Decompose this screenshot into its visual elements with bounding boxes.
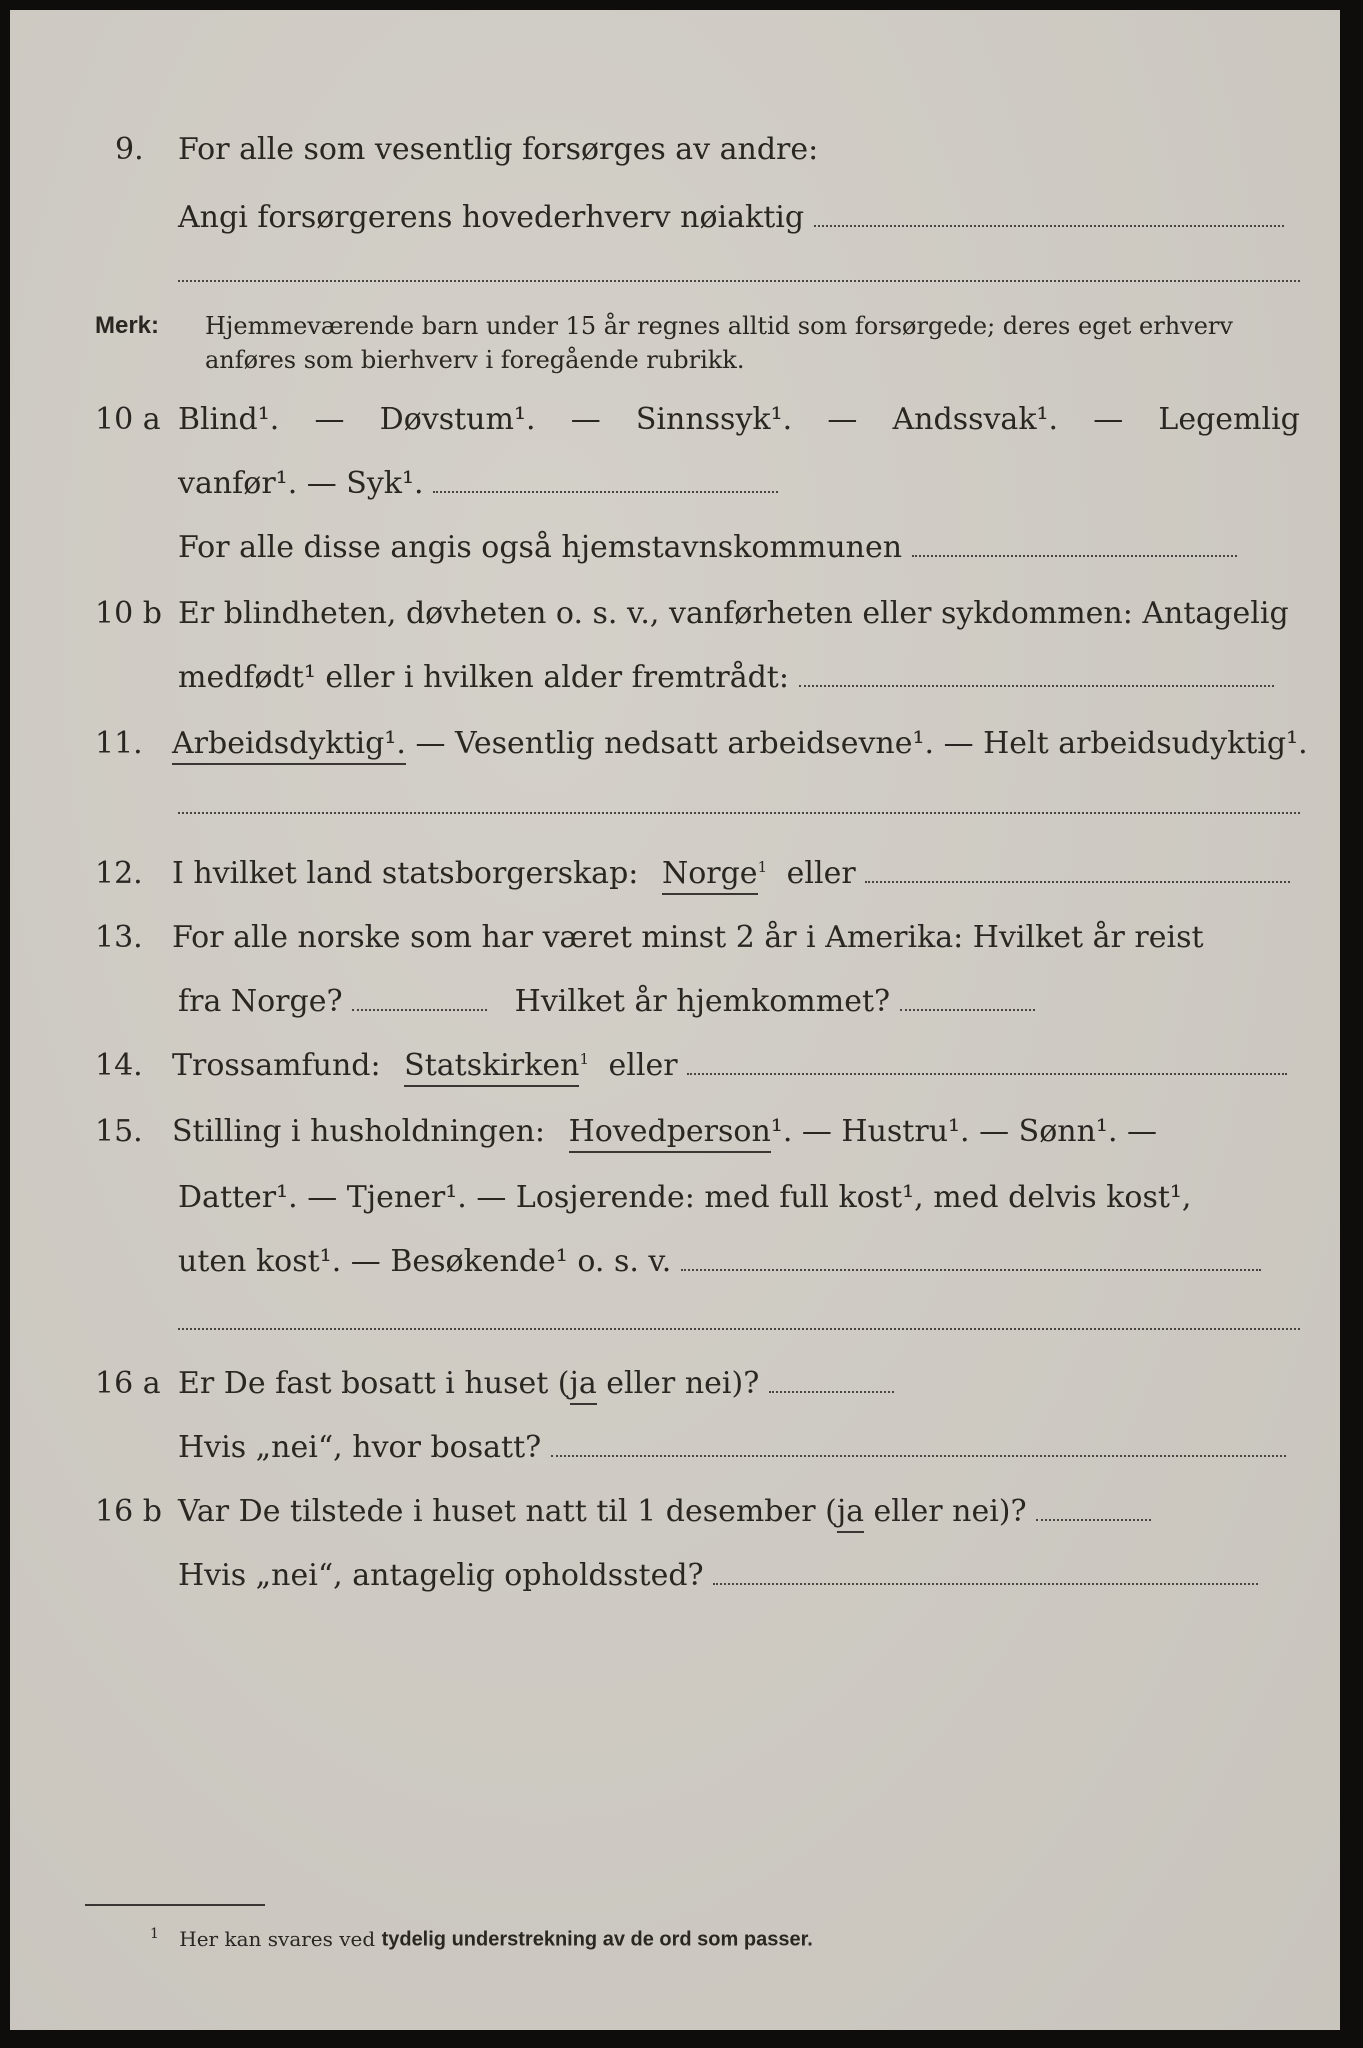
q9-line1-text: For alle som vesentlig forsørges av andre: [178, 132, 819, 167]
q13-number: 13. [95, 920, 143, 955]
q11-line [172, 726, 1308, 762]
q15-rest1: ¹. — Hustru¹. — Sønn¹. — [770, 1114, 1158, 1149]
q16a-text-a: Er De fast bosatt i huset ( [178, 1366, 570, 1401]
q11-answer-line[interactable] [178, 812, 1300, 814]
q10a-line3-text: For alle disse angis også hjemstavnskommunen [178, 530, 903, 565]
q16b-opholdssted-field[interactable] [713, 1573, 1258, 1585]
q12-number: 12. [95, 856, 143, 891]
q10a-line2-text: vanfør¹. — Syk¹. [178, 466, 424, 501]
q9-line2-text: Angi forsørgerens hovederhverv nøiaktig [178, 200, 805, 235]
q13-line2 [178, 984, 1035, 1020]
q16b-number: 16 b [95, 1494, 162, 1529]
option-sinnssyk: Sinnssyk¹. [635, 402, 793, 437]
q15-line3-text: uten kost¹. — Besøkende¹ o. s. v. [178, 1244, 672, 1279]
q16b-line1 [178, 1494, 1151, 1530]
q11-number: 11. [95, 726, 143, 761]
q15-choice-hovedperson[interactable]: Hovedperson [569, 1114, 771, 1153]
census-form-page [10, 10, 1340, 2030]
dash: — [827, 402, 858, 437]
q14-suffix: eller [608, 1048, 678, 1083]
q16a-choice-ja[interactable]: ja [570, 1366, 597, 1405]
q12-prefix: I hvilket land statsborgerskap: [172, 856, 639, 891]
q10b-answer-field[interactable] [799, 675, 1274, 687]
q13-hjemkommet-field[interactable] [900, 999, 1035, 1011]
q15-number: 15. [95, 1114, 143, 1149]
q14-prefix: Trossamfund: [172, 1048, 381, 1083]
option-andssvak: Andssvak¹. [892, 402, 1059, 437]
q13-hjemkommet-label: Hvilket år hjemkommet? [514, 984, 891, 1019]
q14-answer-field[interactable] [687, 1063, 1287, 1075]
q16a-bosatt-field[interactable] [551, 1445, 1286, 1457]
q16b-text-b: eller nei)? [864, 1494, 1027, 1529]
q10a-number: 10 a [95, 402, 161, 437]
q12-suffix: eller [786, 856, 856, 891]
q12-choice-norge[interactable]: Norge [662, 856, 758, 895]
q14-sup: 1 [579, 1050, 589, 1068]
q16b-answer-field[interactable] [1036, 1509, 1151, 1521]
q15-answer-line[interactable] [178, 1328, 1300, 1330]
footnote-bold-text: tydelig understrekning av de ord som passer. [381, 1928, 813, 1951]
merk-line1: Hjemmeværende barn under 15 år regnes alltid som forsørgede; deres eget erhverv [205, 312, 1233, 340]
q15-line3 [178, 1244, 1261, 1280]
q16a-text-b: eller nei)? [596, 1366, 760, 1401]
q16b-line2-text: Hvis „nei“, antagelig opholdssted? [178, 1558, 704, 1593]
q10a-hjemstavn-field[interactable] [912, 545, 1237, 557]
q10b-line1: Er blindheten, døvheten o. s. v., vanførheten eller sykdommen: Antagelig [178, 596, 1289, 631]
q14-choice-statskirken[interactable]: Statskirken [404, 1048, 579, 1087]
dash: — [314, 402, 345, 437]
q16b-line2 [178, 1558, 1258, 1594]
q9-line1 [178, 132, 878, 168]
q12-answer-field[interactable] [865, 871, 1290, 883]
footnote-rule [85, 1904, 265, 1906]
q16b-choice-ja[interactable]: ja [837, 1494, 864, 1533]
footnote [150, 1926, 813, 1952]
q10b-line2 [178, 660, 1274, 696]
option-blind: Blind¹. [178, 402, 280, 437]
q15-answer-field[interactable] [681, 1259, 1261, 1271]
q10a-options [178, 402, 1300, 438]
dash: — [1093, 402, 1124, 437]
q16b-text-a: Var De tilstede i huset natt til 1 desember ( [178, 1494, 837, 1529]
q16a-answer-field[interactable] [769, 1381, 894, 1393]
q13-line1: For alle norske som har været minst 2 år i Amerika: Hvilket år reist [172, 920, 1204, 955]
q11-option-arbeidsdyktig[interactable]: Arbeidsdyktig¹. [172, 726, 406, 765]
option-dovstum: Døvstum¹. [379, 402, 536, 437]
q10b-number: 10 b [95, 596, 162, 631]
merk-label: Merk: [95, 312, 160, 339]
q12-line [172, 856, 1290, 892]
q9-answer-line2[interactable] [178, 280, 1300, 282]
q15-prefix: Stilling i husholdningen: [172, 1114, 546, 1149]
option-legemlig: Legemlig [1158, 402, 1300, 437]
footnote-mark: 1 [150, 1926, 159, 1942]
q13-reist-field[interactable] [352, 999, 487, 1011]
footnote-text: Her kan svares ved [179, 1926, 376, 1951]
q9-answer-field[interactable] [814, 215, 1284, 227]
q16a-line1 [178, 1366, 894, 1402]
q16a-line2-text: Hvis „nei“, hvor bosatt? [178, 1430, 542, 1465]
q11-other-options: — Vesentlig nedsatt arbeidsevne¹. — Helt arbeidsudyktig¹. [415, 726, 1308, 761]
q13-reist-label: fra Norge? [178, 984, 343, 1019]
q10a-syk-field[interactable] [433, 481, 778, 493]
q12-sup: 1 [757, 858, 768, 876]
q9-number: 9. [115, 132, 144, 167]
merk-line2: anføres som bierhverv i foregående rubrikk. [205, 346, 745, 374]
q16a-number: 16 a [95, 1366, 161, 1401]
q10a-line3 [178, 530, 1237, 566]
q10a-line2 [178, 466, 778, 502]
q10b-line2-text: medfødt¹ eller i hvilken alder fremtrådt: [178, 660, 789, 695]
q15-line2: Datter¹. — Tjener¹. — Losjerende: med full kost¹, med delvis kost¹, [178, 1180, 1192, 1215]
q9-line2 [178, 200, 1284, 236]
q14-number: 14. [95, 1048, 143, 1083]
q15-line1 [172, 1114, 1157, 1150]
q16a-line2 [178, 1430, 1286, 1466]
dash: — [570, 402, 601, 437]
q14-line [172, 1048, 1287, 1084]
